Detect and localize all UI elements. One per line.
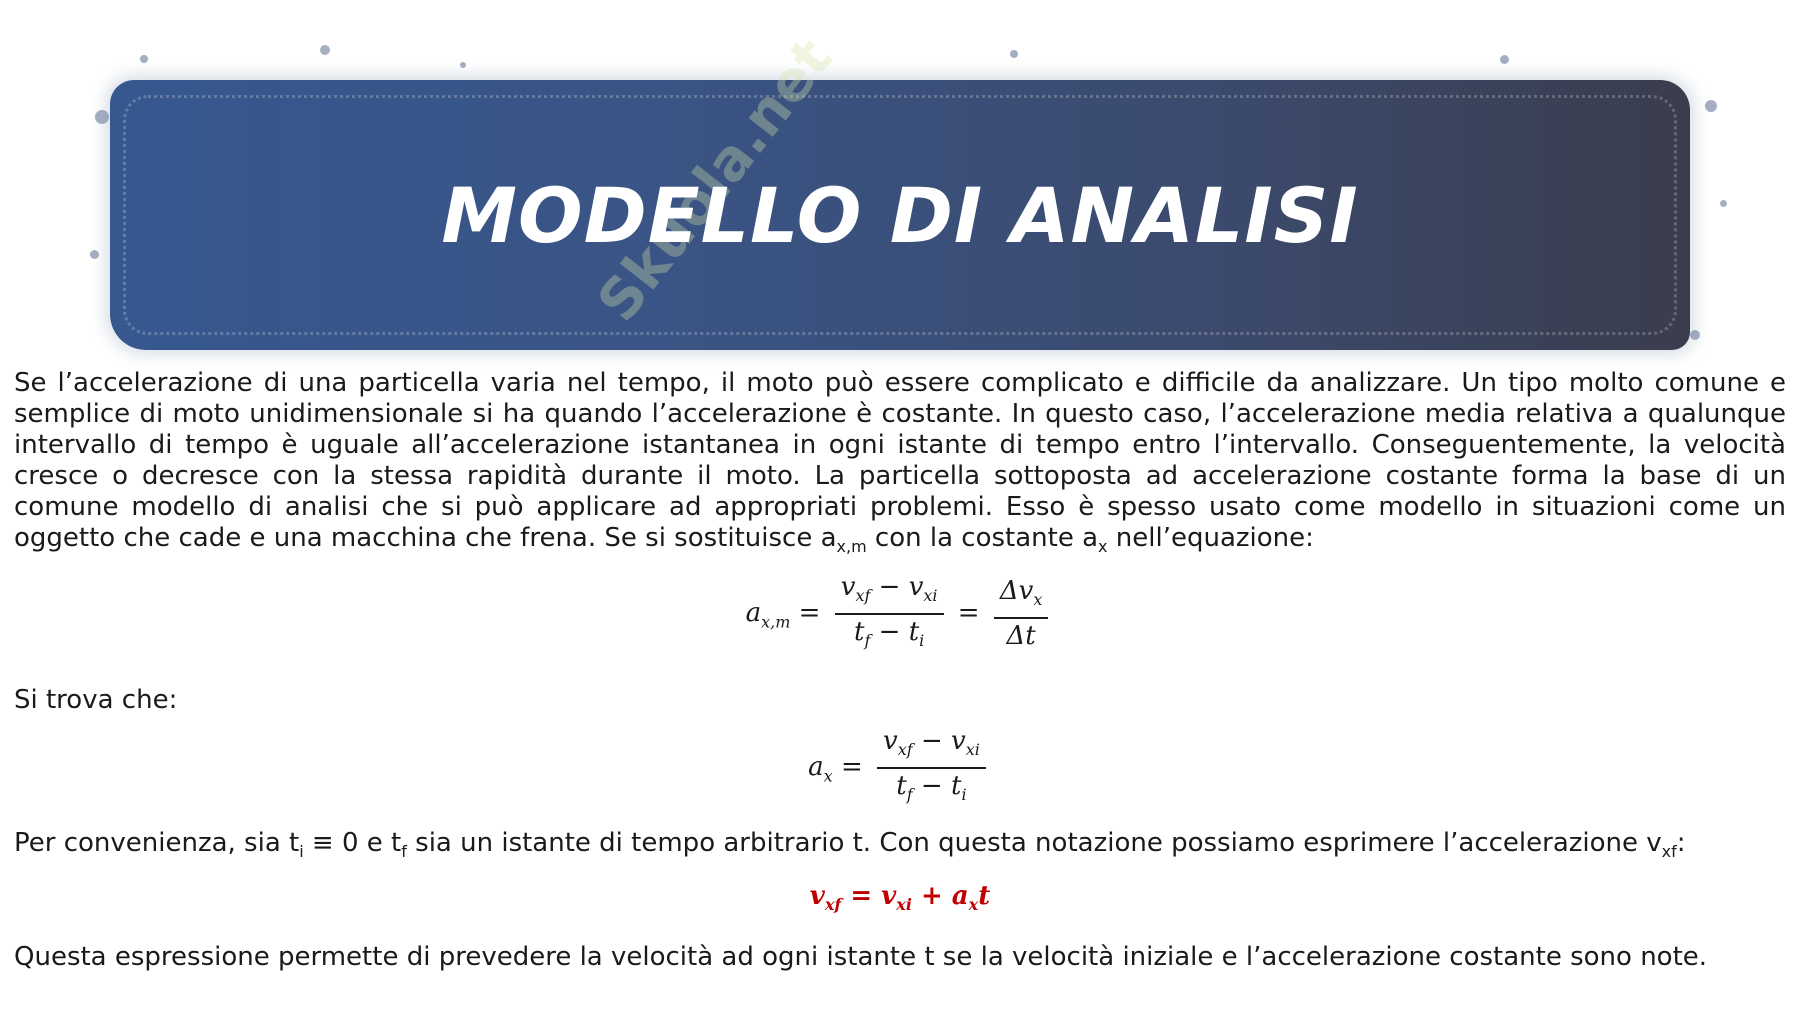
fraction-numerator xyxy=(835,572,944,615)
formula-symbol: v xyxy=(883,725,898,756)
subscript: xf xyxy=(1661,842,1677,862)
paint-splatter xyxy=(1705,100,1717,112)
paragraph-convention-text: ≡ 0 e t xyxy=(303,827,402,858)
subscript: x xyxy=(968,895,979,915)
formula-velocity xyxy=(14,881,1786,920)
fraction-denominator xyxy=(877,769,986,810)
formula-symbol: − t xyxy=(870,617,920,648)
formula-symbol: t xyxy=(896,770,907,801)
paragraph-intro-text: Se l’accelerazione di una particella varia nel tempo, il moto può essere complicato e difficile da analizzare. Un tipo molto comune e semplice di moto unidimensionale si ha quando l’accelerazione è costante. In questo caso, l’accelerazione media relativa a qualunque intervallo di tempo è uguale all’accelerazione istantanea in ogni istante di tempo entro l’intervallo. Conseguentemente, la velocità cresce o decresce con la stessa rapidità durante il moto. La particella sottoposta ad accelerazione costante forma la base di un comune modello di analisi che si può applicare ad appropriati problemi. Esso è spesso usato come modello in situazioni come un oggetto che cade e una macchina che frena. Se si sostituisce a xyxy=(14,368,1786,553)
formula-acceleration: $a_x$ = $\frac{v_{xf} - v_{xi}}{t_f - t_i}$ xyxy=(14,726,1786,810)
subscript: f xyxy=(906,784,913,804)
formula-symbol: v xyxy=(809,881,825,912)
paint-splatter xyxy=(460,62,466,68)
fraction-denominator xyxy=(994,619,1049,652)
paint-splatter xyxy=(95,110,109,124)
paint-splatter xyxy=(90,250,99,259)
fraction xyxy=(835,572,944,656)
subscript: xi xyxy=(896,895,912,915)
paragraph-conclusion: Questa espressione permette di prevedere la velocità ad ogni istante t se la velocità iniziale e l’accelerazione costante sono note. xyxy=(14,942,1708,973)
subscript: xi xyxy=(965,739,980,759)
paint-splatter xyxy=(1500,55,1509,64)
paragraph-intro xyxy=(14,368,1786,562)
paint-splatter xyxy=(320,45,330,55)
subscript: xf xyxy=(897,739,913,759)
formula-symbol: − v xyxy=(870,572,924,603)
formula-symbol: + a xyxy=(911,881,969,912)
subscript: xf xyxy=(824,895,842,915)
subscript: f xyxy=(401,842,407,862)
fraction-numerator xyxy=(994,576,1049,619)
paragraph-convention-text: Per convenienza, sia t xyxy=(14,827,300,858)
paint-splatter xyxy=(1010,50,1018,58)
paragraph-intro-text: nell’equazione: xyxy=(1107,523,1314,553)
paint-splatter xyxy=(1690,330,1700,340)
paint-splatter xyxy=(1720,200,1727,207)
subscript: x xyxy=(1033,590,1043,610)
formula-average-acceleration: $a_{x,m}$ = $\frac{v_{xf} - v_{xi}}{t_f - t_i}$ = $\frac{\Delta v_x}{\Delta t}$ xyxy=(14,572,1786,656)
subscript: f xyxy=(864,631,871,651)
formula-symbol: t xyxy=(978,881,991,912)
formula-symbol: − v xyxy=(912,725,966,756)
formula-symbol: Δt xyxy=(1006,621,1036,652)
formula-symbol: − t xyxy=(912,770,962,801)
paragraph-convention-text: sia un istante di tempo arbitrario t. Con questa notazione possiamo esprimere l’accelerazione v xyxy=(406,827,1662,858)
subscript: i xyxy=(961,784,967,804)
subscript: x xyxy=(1098,537,1108,557)
subscript: x,m xyxy=(761,612,791,632)
formula-symbol: t xyxy=(854,617,865,648)
fraction-numerator xyxy=(877,726,986,769)
paragraph-convention xyxy=(14,828,1786,867)
subscript: i xyxy=(919,631,925,651)
fraction xyxy=(877,726,986,810)
formula-symbol: v xyxy=(840,572,856,603)
watermark-logo: Skuola.net xyxy=(585,26,845,334)
subscript: x xyxy=(823,765,833,785)
subscript: xi xyxy=(923,586,938,606)
formula-symbol: a xyxy=(745,598,762,629)
subscript: xf xyxy=(855,586,871,606)
formula-symbol: = v xyxy=(841,881,897,912)
paragraph-intro-text: con la costante a xyxy=(866,523,1099,553)
paragraph-result: Si trova che: xyxy=(14,684,178,715)
slide-title-text: MODELLO DI ANALISI xyxy=(441,170,1359,260)
fraction-denominator xyxy=(835,615,944,656)
formula-symbol: a xyxy=(808,751,824,782)
paint-splatter xyxy=(140,55,148,63)
slide-title xyxy=(110,80,1690,350)
formula-symbol: Δv xyxy=(999,576,1034,607)
subscript: x,m xyxy=(836,537,867,557)
subscript: i xyxy=(299,842,304,862)
fraction xyxy=(994,576,1049,652)
slide-content xyxy=(14,368,1786,973)
paragraph-convention-text: : xyxy=(1676,827,1686,858)
